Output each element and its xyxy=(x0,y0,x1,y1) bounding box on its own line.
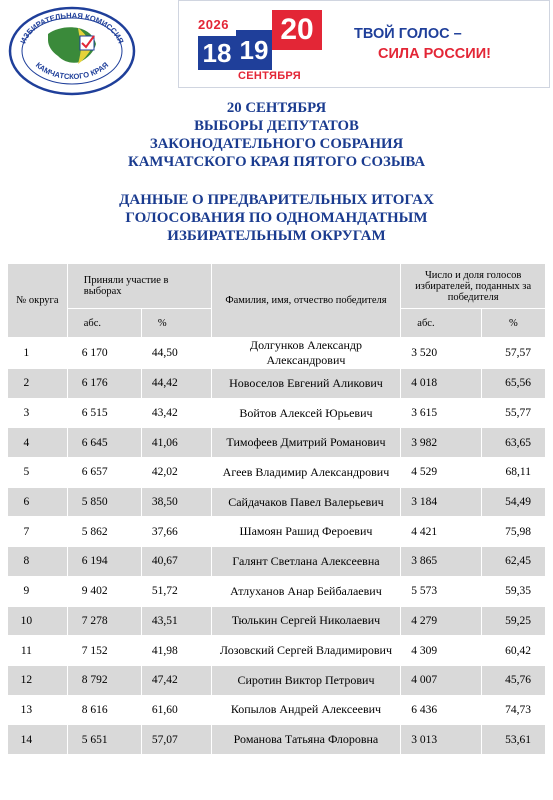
votes-abs-cell: 4 007 xyxy=(401,665,481,695)
votes-pct-cell: 54,49 xyxy=(481,487,545,517)
table-row xyxy=(8,695,546,725)
votes-abs-cell: 5 573 xyxy=(401,576,481,606)
winner-name-cell: Тимофеев Дмитрий Романович xyxy=(211,428,401,458)
header-turnout: Приняли участие в выборах xyxy=(67,264,211,309)
votes-pct-cell: 65,56 xyxy=(481,369,545,399)
turnout-pct-cell: 37,66 xyxy=(141,517,211,547)
district-number-cell: 4 xyxy=(8,428,68,458)
turnout-pct-cell: 43,42 xyxy=(141,398,211,428)
votes-abs-cell: 4 529 xyxy=(401,458,481,488)
turnout-abs-cell: 8 792 xyxy=(67,665,141,695)
votes-abs-cell: 4 018 xyxy=(401,369,481,399)
header-turnout-abs: абс. xyxy=(67,309,141,338)
turnout-abs-cell: 7 152 xyxy=(67,636,141,666)
table-row xyxy=(8,725,546,755)
subtitle-line: ДАННЫЕ О ПРЕДВАРИТЕЛЬНЫХ ИТОГАХ xyxy=(119,192,434,208)
votes-pct-cell: 59,35 xyxy=(481,576,545,606)
votes-pct-cell: 60,42 xyxy=(481,636,545,666)
winner-name-cell: Копылов Андрей Алексеевич xyxy=(211,695,401,725)
header-votes-pct: % xyxy=(481,309,545,338)
votes-pct-cell: 55,77 xyxy=(481,398,545,428)
votes-pct-cell: 59,25 xyxy=(481,606,545,636)
table-row xyxy=(8,576,546,606)
header-votes-abs: абс. xyxy=(401,309,481,338)
votes-abs-cell: 3 615 xyxy=(401,398,481,428)
votes-pct-cell: 68,11 xyxy=(481,458,545,488)
votes-pct-cell: 53,61 xyxy=(481,725,545,755)
turnout-pct-cell: 41,06 xyxy=(141,428,211,458)
table-row xyxy=(8,665,546,695)
header-winner: Фамилия, имя, отчество победителя xyxy=(211,264,401,338)
winner-name-cell: Атлуханов Анар Бейбалаевич xyxy=(211,576,401,606)
emblem-text-bottom: КАМЧАТСКОГО КРАЯ xyxy=(33,60,111,82)
results-rows xyxy=(8,338,546,755)
table-row xyxy=(8,369,546,399)
election-commission-emblem xyxy=(8,6,136,96)
district-number-cell: 13 xyxy=(8,695,68,725)
table-row xyxy=(8,606,546,636)
table-row xyxy=(8,636,546,666)
turnout-pct-cell: 40,67 xyxy=(141,547,211,577)
title-line: КАМЧАТСКОГО КРАЯ ПЯТОГО СОЗЫВА xyxy=(127,154,426,170)
votes-pct-cell: 74,73 xyxy=(481,695,545,725)
votes-abs-cell: 4 421 xyxy=(401,517,481,547)
turnout-pct-cell: 44,50 xyxy=(141,338,211,369)
banner-year: 2026 xyxy=(198,17,229,32)
winner-name-cell: Агеев Владимир Александрович xyxy=(211,458,401,488)
turnout-pct-cell: 47,42 xyxy=(141,665,211,695)
table-row xyxy=(8,458,546,488)
votes-abs-cell: 3 865 xyxy=(401,547,481,577)
district-number-cell: 1 xyxy=(8,338,68,369)
district-number-cell: 8 xyxy=(8,547,68,577)
results-subtitle xyxy=(0,191,553,245)
district-number-cell: 10 xyxy=(8,606,68,636)
banner-month: СЕНТЯБРЯ xyxy=(238,70,301,82)
election-title xyxy=(0,99,553,171)
turnout-abs-cell: 5 651 xyxy=(67,725,141,755)
turnout-pct-cell: 41,98 xyxy=(141,636,211,666)
turnout-pct-cell: 43,51 xyxy=(141,606,211,636)
votes-abs-cell: 3 520 xyxy=(401,338,481,369)
turnout-abs-cell: 8 616 xyxy=(67,695,141,725)
table-row xyxy=(8,338,546,369)
table-row xyxy=(8,428,546,458)
title-line: ЗАКОНОДАТЕЛЬНОГО СОБРАНИЯ xyxy=(149,136,404,152)
turnout-abs-cell: 6 170 xyxy=(67,338,141,369)
title-line: 20 СЕНТЯБРЯ xyxy=(226,100,327,116)
district-number-cell: 3 xyxy=(8,398,68,428)
banner-day-20: 20 xyxy=(272,10,322,50)
votes-pct-cell: 57,57 xyxy=(481,338,545,369)
winner-name-cell: Войтов Алексей Юрьевич xyxy=(211,398,401,428)
banner-day-19: 19 xyxy=(236,30,272,70)
table-row xyxy=(8,517,546,547)
district-number-cell: 2 xyxy=(8,369,68,399)
header-votes: Число и доля голосов избирателей, поданных за победителя xyxy=(401,264,546,309)
winner-name-cell: Лозовский Сергей Владимирович xyxy=(211,636,401,666)
district-number-cell: 11 xyxy=(8,636,68,666)
winner-name-cell: Сиротин Виктор Петрович xyxy=(211,665,401,695)
table-row xyxy=(8,398,546,428)
subtitle-line: ГОЛОСОВАНИЯ ПО ОДНОМАНДАТНЫМ xyxy=(125,210,428,226)
winner-name-cell: Новоселов Евгений Аликович xyxy=(211,369,401,399)
votes-pct-cell: 62,45 xyxy=(481,547,545,577)
turnout-abs-cell: 6 645 xyxy=(67,428,141,458)
emblem-text-top: ИЗБИРАТЕЛЬНАЯ КОМИССИЯ xyxy=(18,10,126,45)
banner-slogan-line2: СИЛА РОССИИ! xyxy=(378,46,491,62)
votes-abs-cell: 3 184 xyxy=(401,487,481,517)
turnout-pct-cell: 51,72 xyxy=(141,576,211,606)
turnout-abs-cell: 6 515 xyxy=(67,398,141,428)
turnout-abs-cell: 9 402 xyxy=(67,576,141,606)
table-row xyxy=(8,487,546,517)
winner-name-cell: Долгунков Александр Александрович xyxy=(211,338,401,369)
turnout-abs-cell: 5 862 xyxy=(67,517,141,547)
turnout-pct-cell: 44,42 xyxy=(141,369,211,399)
district-number-cell: 12 xyxy=(8,665,68,695)
turnout-abs-cell: 6 176 xyxy=(67,369,141,399)
banner-slogan-line1: ТВОЙ ГОЛОС – xyxy=(354,26,462,42)
district-number-cell: 6 xyxy=(8,487,68,517)
subtitle-line: ИЗБИРАТЕЛЬНЫМ ОКРУГАМ xyxy=(167,228,386,244)
header-turnout-pct: % xyxy=(141,309,211,338)
turnout-abs-cell: 6 657 xyxy=(67,458,141,488)
turnout-pct-cell: 42,02 xyxy=(141,458,211,488)
district-number-cell: 9 xyxy=(8,576,68,606)
turnout-pct-cell: 61,60 xyxy=(141,695,211,725)
district-number-cell: 7 xyxy=(8,517,68,547)
header-district: № округа xyxy=(8,264,68,338)
turnout-abs-cell: 7 278 xyxy=(67,606,141,636)
turnout-abs-cell: 6 194 xyxy=(67,547,141,577)
votes-pct-cell: 63,65 xyxy=(481,428,545,458)
winner-name-cell: Галянт Светлана Алексеевна xyxy=(211,547,401,577)
turnout-abs-cell: 5 850 xyxy=(67,487,141,517)
district-number-cell: 14 xyxy=(8,725,68,755)
district-number-cell: 5 xyxy=(8,458,68,488)
winner-name-cell: Романова Татьяна Флоровна xyxy=(211,725,401,755)
votes-abs-cell: 3 982 xyxy=(401,428,481,458)
votes-pct-cell: 45,76 xyxy=(481,665,545,695)
votes-abs-cell: 4 309 xyxy=(401,636,481,666)
votes-abs-cell: 3 013 xyxy=(401,725,481,755)
winner-name-cell: Тюлькин Сергей Николаевич xyxy=(211,606,401,636)
votes-abs-cell: 4 279 xyxy=(401,606,481,636)
votes-pct-cell: 75,98 xyxy=(481,517,545,547)
results-table xyxy=(7,263,546,755)
title-line: ВЫБОРЫ ДЕПУТАТОВ xyxy=(194,118,359,134)
winner-name-cell: Шамоян Рашид Фероевич xyxy=(211,517,401,547)
turnout-pct-cell: 38,50 xyxy=(141,487,211,517)
winner-name-cell: Сайдачаков Павел Валерьевич xyxy=(211,487,401,517)
votes-abs-cell: 6 436 xyxy=(401,695,481,725)
turnout-pct-cell: 57,07 xyxy=(141,725,211,755)
banner-day-18: 18 xyxy=(198,36,236,70)
table-row xyxy=(8,547,546,577)
